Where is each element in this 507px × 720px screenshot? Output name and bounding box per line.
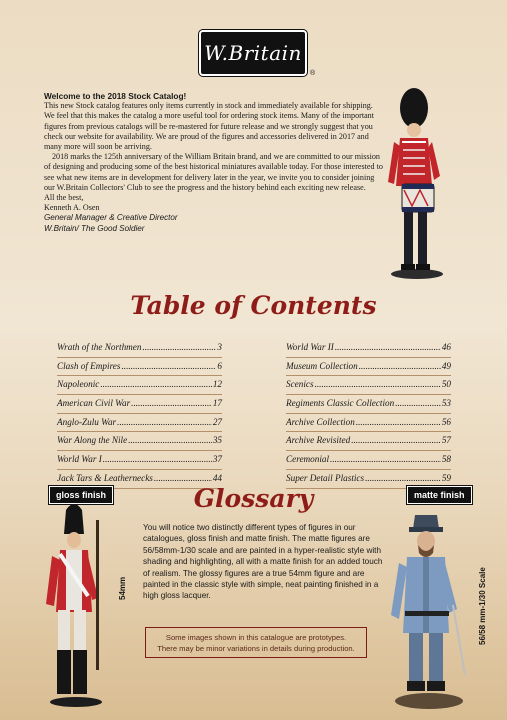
toc-entry[interactable]: War Along the Nile ..... 35 [57, 432, 222, 451]
logo-text: W.Britain [204, 41, 302, 65]
toc-entry[interactable]: World War II ..... 46 [286, 339, 451, 358]
welcome-paragraph-2: 2018 marks the 125th anniversary of the William Britain brand, and we are committed to our mission of designing and producing some of the best historical miniatures available today. For those interested to see what new items are in development for delivery later in the year, we invite you to consider joining our W.Britain Collectors' Club to see the progress and the history behind each exciting new release. [44, 152, 383, 192]
matte-scale-label: 56/58 mm-1/30 Scale [478, 567, 487, 645]
signer-role: General Manager & Creative Director [44, 213, 178, 223]
gloss-figure-image [38, 500, 118, 710]
glossary-title: Glossary [193, 484, 314, 513]
toc-entry[interactable]: World War I ..... 37 [57, 451, 222, 470]
toc-left-column [57, 339, 222, 489]
welcome-heading: Welcome to the 2018 Stock Catalog! [44, 91, 187, 101]
glossary-description: You will notice two distinctly different types of figures in our catalogues, gloss finish and matte finish. The matte figures are 56/58mm-1/30 scale and are painted in a hyper-realistic style with shading and highlighting, all with a matte finish for an added touch of realism. The glossy figures are a true 54mm figure and are painted in the classic style with simple, neat painting finished in a high gloss lacquer. [143, 523, 383, 601]
registered-mark: ® [310, 70, 316, 77]
toc-entry[interactable]: Napoleonic ..... 12 [57, 376, 222, 395]
toc-right-column [286, 339, 451, 489]
welcome-paragraph-1: This new Stock catalog features only items currently in stock and immediately available for shipping. We feel that this makes the catalog a more useful tool for ordering stock items. Many of the important figures from previous catalogs will be re-mastered for future release and we strongly suggest that you check our website for availability. We are proud of the figures and accessories delivered in 2017 and many more will soon be arriving. [44, 101, 374, 152]
gloss-finish-badge: gloss finish [49, 486, 113, 504]
notice-line-2: There may be minor variations in details during production. [157, 644, 355, 653]
signer-company: W.Britain/ The Good Soldier [44, 223, 145, 233]
gloss-size-label: 54mm [118, 576, 127, 600]
toc-entry[interactable]: Clash of Empires ..... 6 [57, 358, 222, 377]
toc-entry[interactable]: Wrath of the Northmen ..... 3 [57, 339, 222, 358]
matte-figure-image [385, 505, 475, 710]
toc-entry[interactable]: Museum Collection ..... 49 [286, 358, 451, 377]
signer-name: Kenneth A. Osen [44, 203, 100, 213]
toc-entry[interactable]: Anglo-Zulu War ..... 27 [57, 414, 222, 433]
signoff: All the best, [44, 193, 84, 203]
notice-line-1: Some images shown in this catalogue are prototypes. [165, 633, 347, 642]
toc-title: Table of Contents [130, 291, 377, 320]
toc-entry[interactable]: Archive Collection ..... 56 [286, 414, 451, 433]
toc-entry[interactable]: Scenics ..... 50 [286, 376, 451, 395]
toc-entry[interactable]: Jack Tars & Leathernecks ..... 44 [57, 470, 222, 489]
wbritain-logo [199, 30, 307, 76]
welcome-letter [44, 91, 384, 234]
toc-entry[interactable]: Regiments Classic Collection ..... 53 [286, 395, 451, 414]
toc-entry[interactable]: Super Detail Plastics ..... 59 [286, 470, 451, 489]
matte-finish-badge: matte finish [407, 486, 472, 504]
drummer-figure-image [382, 86, 452, 281]
toc-entry[interactable]: Ceremonial ..... 58 [286, 451, 451, 470]
toc-entry[interactable]: American Civil War ..... 17 [57, 395, 222, 414]
prototype-notice [145, 627, 367, 658]
toc-entry[interactable]: Archive Revisited ..... 57 [286, 432, 451, 451]
